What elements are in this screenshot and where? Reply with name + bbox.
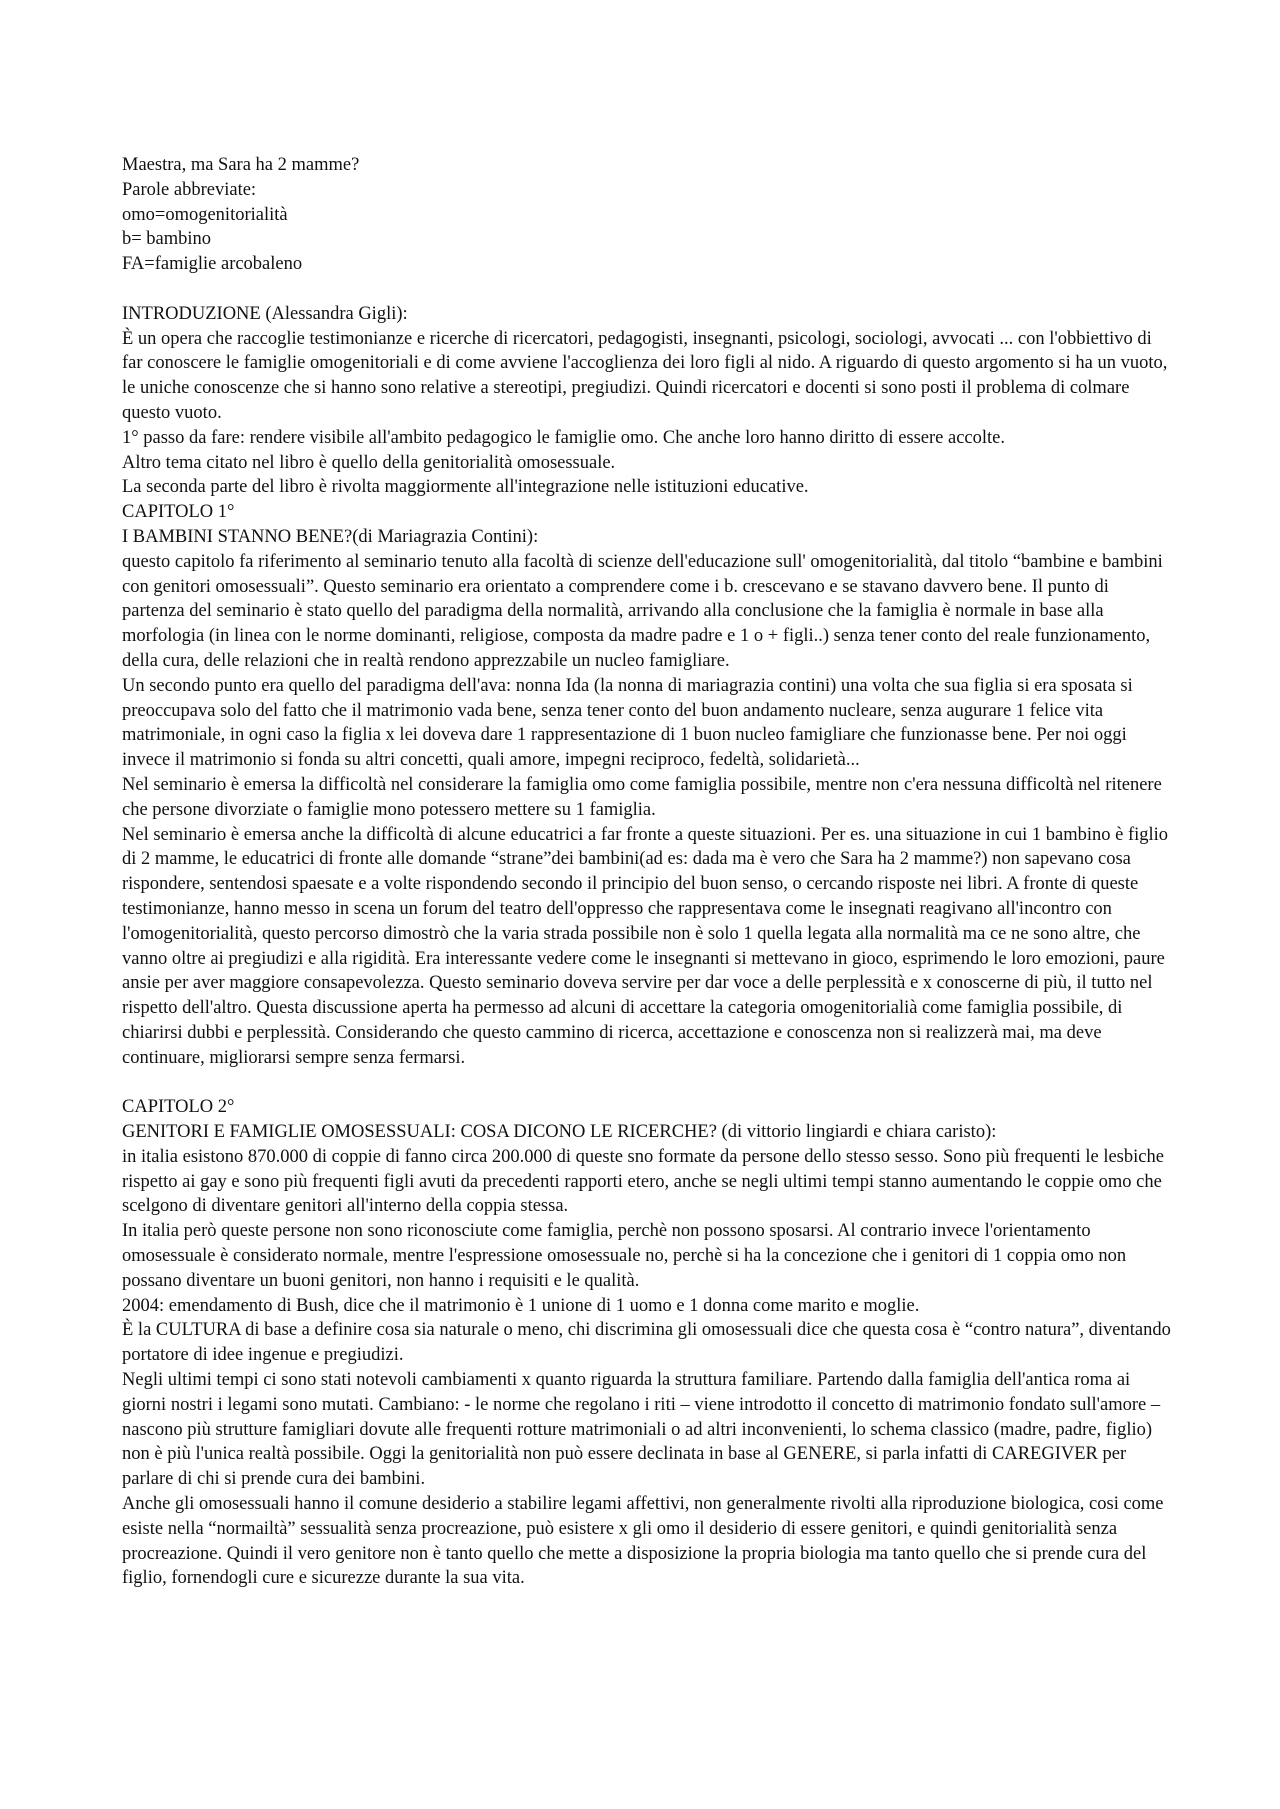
paragraph: È la CULTURA di base a definire cosa sia naturale o meno, chi discrimina gli omosessuali dice che questa cosa è “contro natura”, diventando portatore di idee ingenue e pregiudizi. <box>122 1320 1171 1366</box>
abbreviations-heading: Parole abbreviate: <box>122 179 257 200</box>
chapter-heading-2: GENITORI E FAMIGLIE OMOSESSUALI: COSA DICONO LE RICERCHE? (di vittorio lingiardi e chiara caristo): <box>122 1122 997 1143</box>
abbreviation-item: omo=omogenitorialità <box>122 204 288 225</box>
paragraph: questo capitolo fa riferimento al seminario tenuto alla facoltà di scienze dell'educazione sull' omogenitorialità, dal titolo “bambine e bambini con genitori omosessuali”. Questo seminario era orientato a comprendere come i b. crescevano e se stavano davvero bene. Il punto di partenza del seminario è stato quello del paradigma della normalità, arrivando alla conclusione che la famiglia è normale in base alla morfologia (in linea con le norme dominanti, religiose, composta da madre padre e 1 o + figli..) senza tener conto del reale funzionamento, della cura, delle relazioni che in realtà rendono apprezzabile un nucleo famigliare. <box>122 551 1163 671</box>
paragraph: È un opera che raccoglie testimonianze e ricerche di ricercatori, pedagogisti, insegnanti, psicologi, sociologi, avvocati ... con l'obbiettivo di far conoscere le famiglie omogenitoriali e di come avviene l'accoglienza dei loro figli al nido. A riguardo di questo argomento si ha un vuoto, le uniche conoscenze che si hanno sono relative a stereotipi, pregiudizi. Quindi ricercatori e docenti si sono posti il problema di colmare questo vuoto. <box>122 328 1168 423</box>
paragraph: In italia però queste persone non sono riconosciute come famiglia, perchè non possono sposarsi. Al contrario invece l'orientamento omosessuale è considerato normale, mentre l'espressione omosessuale no, perchè si ha la concezione che i genitori di 1 coppia omo non possano diventare un buoni genitori, non hanno i requisiti e le qualità. <box>122 1221 1127 1291</box>
document-page <box>122 153 1172 1591</box>
chapter-heading-1: I BAMBINI STANNO BENE?(di Mariagrazia Contini): <box>122 526 539 547</box>
paragraph: Nel seminario è emersa la difficoltà nel considerare la famiglia omo come famiglia possibile, mentre non c'era nessuna difficoltà nel ritenere che persone divorziate o famiglie mono potessero mettere su 1 famiglia. <box>122 774 1162 820</box>
abbreviation-item: b= bambino <box>122 229 212 250</box>
chapter-label-2: CAPITOLO 2° <box>122 1097 235 1118</box>
paragraph: 1° passo da fare: rendere visibile all'ambito pedagogico le famiglie omo. Che anche loro hanno diritto di essere accolte. <box>122 427 1006 448</box>
paragraph: Negli ultimi tempi ci sono stati notevoli cambiamenti x quanto riguarda la struttura familiare. Partendo dalla famiglia dell'antica roma ai giorni nostri i legami sono mutati. Cambiano: - le norme che regolano i riti – viene introdotto il concetto di matrimonio fondato sull'amore – nascono più strutture famigliari dovute alle frequenti rotture matrimoniali o ad altri inconvenienti, lo schema classico (madre, padre, figlio) non è più l'unica realtà possibile. Oggi la genitorialità non può essere declinata in base al GENERE, si parla infatti di CAREGIVER per parlare di chi si prende cura dei bambini. <box>122 1370 1161 1490</box>
abbreviation-item: FA=famiglie arcobaleno <box>122 254 303 275</box>
spacer <box>122 277 1172 302</box>
chapter-label-1: CAPITOLO 1° <box>122 502 235 523</box>
paragraph: Un secondo punto era quello del paradigma dell'ava: nonna Ida (la nonna di mariagrazia contini) una volta che sua figlia si era sposata si preoccupava solo del fatto che il matrimonio vada bene, senza tener conto del buon andamento nucleare, senza augurare 1 felice vita matrimoniale, in ogni caso la figlia x lei doveva dare 1 rappresentazione di 1 buon nucleo famigliare che funzionasse bene. Per noi oggi invece il matrimonio si fonda su altri concetti, quali amore, impegni reciproco, fedeltà, solidarietà... <box>122 675 1133 771</box>
section-heading-introduzione: INTRODUZIONE (Alessandra Gigli): <box>122 303 408 324</box>
paragraph: 2004: emendamento di Bush, dice che il matrimonio è 1 unione di 1 uomo e 1 donna come marito e moglie. <box>122 1295 920 1316</box>
paragraph: in italia esistono 870.000 di coppie di fanno circa 200.000 di queste sno formate da persone dello stesso sesso. Sono più frequenti le lesbiche rispetto ai gay e sono più frequenti figli avuti da precedenti rapporti etero, anche se negli ultimi tempi stanno aumentando le coppie omo che scelgono di diventare genitori all'interno della coppia stessa. <box>122 1146 1164 1217</box>
paragraph: La seconda parte del libro è rivolta maggiormente all'integrazione nelle istituzioni educative. <box>122 477 809 498</box>
spacer <box>122 1070 1172 1095</box>
paragraph: Altro tema citato nel libro è quello della genitorialità omosessuale. <box>122 452 616 473</box>
paragraph: Nel seminario è emersa anche la difficoltà di alcune educatrici a far fronte a queste situazioni. Per es. una situazione in cui 1 bambino è figlio di 2 mamme, le educatrici di fronte alle domande “strane”dei bambini(ad es: dada ma è vero che Sara ha 2 mamme?) non sapevano cosa rispondere, sentendosi spaesate e a volte rispondendo secondo il principio del buon senso, o cercando risposte nei libri. A fronte di queste testimonianze, hanno messo in scena un forum del teatro dell'oppresso che rappresentava come le insegnati reagivano all'incontro con l'omogenitorialità, questo percorso dimostrò che la varia strada possibile non è solo 1 quella legata alla normalità ma ce ne sono altre, che vanno oltre ai pregiudizi e alla rigidità. Era interessante vedere come le insegnanti si mettevano in gioco, esprimendo le loro emozioni, paure ansie per aver maggiore consapevolezza. Questo seminario doveva servire per dar voce a delle perplessità e x conoscerne di più, il tutto nel rispetto dell'altro. Questa discussione aperta ha permesso ad alcuni di accettare la categoria omogenitorialià come famiglia possibile, di chiarirsi dubbi e perplessità. Considerando che questo cammino di ricerca, accettazione e conoscenza non si realizzerà mai, ma deve continuare, migliorarsi sempre senza fermarsi. <box>122 824 1169 1068</box>
paragraph: Anche gli omosessuali hanno il comune desiderio a stabilire legami affettivi, non generalmente rivolti alla riproduzione biologica, cosi come esiste nella “normailtà” sessualità senza procreazione, può esistere x gli omo il desiderio di essere genitori, e quindi genitorialità senza procreazione. Quindi il vero genitore non è tanto quello che mette a disposizione la propria biologia ma tanto quello che si prende cura del figlio, fornendogli cure e sicurezze durante la sua vita. <box>122 1494 1164 1589</box>
document-title: Maestra, ma Sara ha 2 mamme? <box>122 155 360 175</box>
